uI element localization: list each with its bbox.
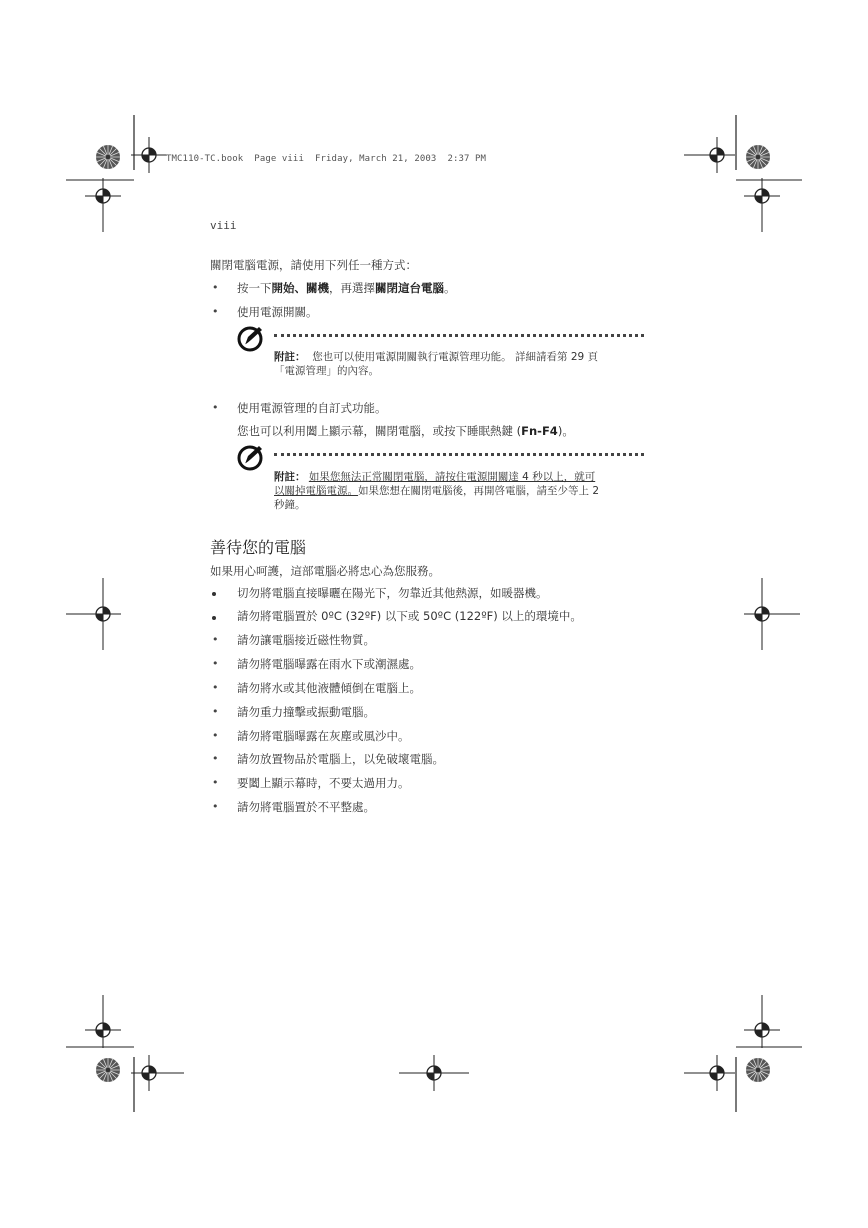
list-bullet: • (212, 776, 219, 789)
section-title: 善待您的電腦 (210, 538, 307, 557)
list-item: 按一下開始、關機，再選擇關閉這台電腦。 (237, 281, 456, 295)
color-wheel-icon (96, 145, 120, 169)
list-item: 請勿將電腦曝露在雨水下或潮濕處。 (237, 657, 421, 671)
list-item: 切勿將電腦直接曝曬在陽光下，勿靠近其他熱源，如暖器機。 (237, 586, 548, 600)
start-shutdown-label: 開始、關機 (271, 281, 329, 295)
registration-mark-icon (131, 1055, 167, 1091)
list-item: 請勿放置物品於電腦上，以免破壞電腦。 (237, 752, 444, 766)
list-bullet: • (212, 633, 219, 646)
list-bullet: • (212, 281, 219, 294)
registration-mark-icon (416, 1055, 452, 1091)
list-bullet: • (212, 705, 219, 718)
color-wheel-icon (746, 1058, 770, 1082)
note-pen-icon (236, 324, 266, 352)
list-bullet: • (212, 752, 219, 765)
note-2: 附註： 如果您無法正常關閉電腦，請按住電源開關達 4 秒以上，就可 以關掉電腦電源。如果您想在關閉電腦後，再開啓電腦，請至少等上 2 秒鐘。 (274, 471, 600, 511)
color-wheel-icon (96, 1058, 120, 1082)
page-number: viii (210, 219, 237, 232)
registration-mark-icon (744, 1012, 780, 1048)
list-item: 請勿重力撞擊或振動電腦。 (237, 705, 375, 719)
list-item: 使用電源管理的自訂式功能。 (237, 401, 387, 415)
note-1: 附註： 您也可以使用電源開關執行電源管理功能。 詳細請看第 29 頁 「電源管理」的內容。 (274, 351, 599, 377)
hotkey-label: Fn-F4 (521, 424, 558, 438)
turn-off-computer-label: 關閉這台電腦 (375, 281, 444, 295)
color-wheel-icon (746, 145, 770, 169)
registration-mark-icon (699, 1055, 735, 1091)
list-item: 請勿將電腦置於不平整處。 (237, 800, 375, 814)
list-bullet: • (212, 800, 219, 813)
list-item: 請勿將電腦置於 0ºC (32ºF) 以下或 50ºC (122ºF) 以上的環境中。 (237, 609, 582, 623)
registration-mark-icon (744, 596, 780, 632)
section-intro: 如果用心呵護，這部電腦必將忠心為您服務。 (210, 564, 440, 578)
registration-mark-icon (85, 1012, 121, 1048)
registration-mark-icon (85, 596, 121, 632)
registration-mark-icon (85, 178, 121, 214)
list-item: 請勿讓電腦接近磁性物質。 (237, 633, 375, 647)
list-bullet (212, 616, 216, 620)
list-item: 使用電源開關。 (237, 305, 318, 319)
print-slug: TMC110-TC.book Page viii Friday, March 21, 2003 2:37 PM (166, 154, 487, 164)
list-item: 請勿將水或其他液體傾倒在電腦上。 (237, 681, 421, 695)
registration-mark-icon (744, 178, 780, 214)
list-bullet: • (212, 305, 219, 318)
note-label: 附註： (274, 471, 306, 483)
note-divider (274, 453, 644, 456)
list-bullet: • (212, 681, 219, 694)
registration-mark-icon (699, 137, 735, 173)
list-bullet: • (212, 657, 219, 670)
list-bullet: • (212, 401, 219, 414)
note-label: 附註： (274, 351, 306, 363)
list-item: 要闔上顯示幕時，不要太過用力。 (237, 776, 410, 790)
note-divider (274, 334, 644, 337)
list-bullet: • (212, 729, 219, 742)
shutdown-intro: 關閉電腦電源，請使用下列任一種方式： (210, 258, 417, 272)
list-item-detail: 您也可以利用闔上顯示幕，關閉電腦，或按下睡眠熱鍵 (Fn-F4)。 (237, 424, 574, 438)
registration-mark-icon (131, 137, 167, 173)
list-bullet (212, 592, 216, 596)
list-item: 請勿將電腦曝露在灰塵或風沙中。 (237, 729, 410, 743)
note-pen-icon (236, 443, 266, 471)
